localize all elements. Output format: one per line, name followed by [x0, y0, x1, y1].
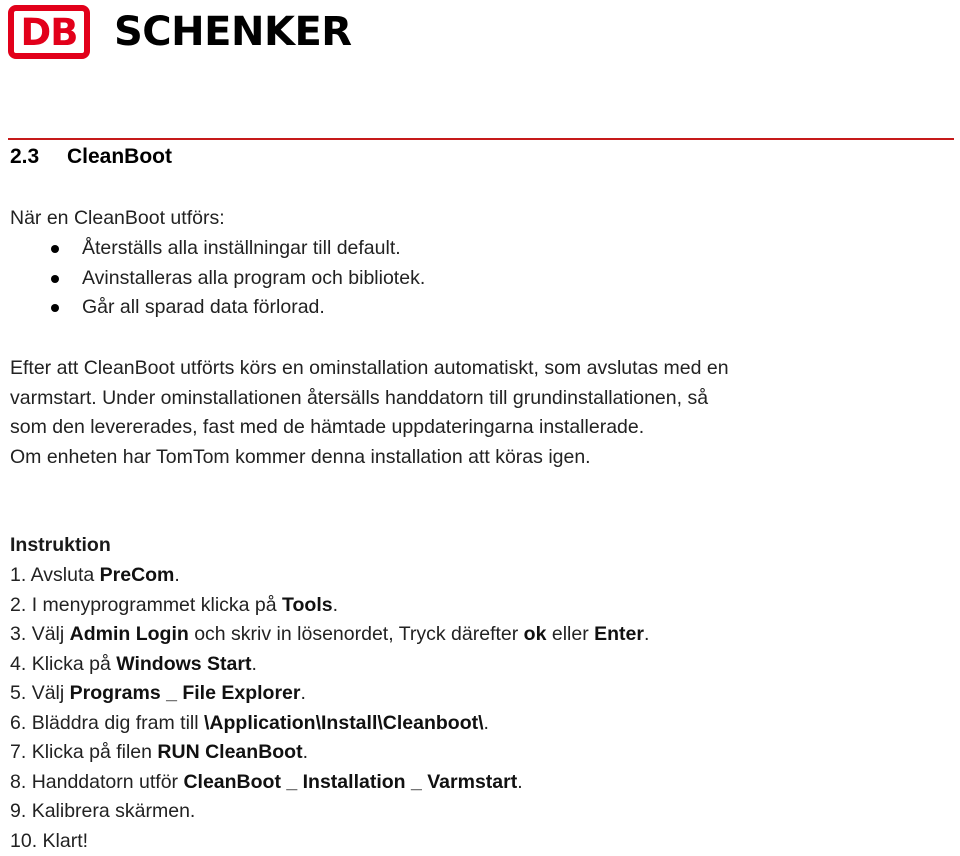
step-text: Klicka på: [32, 653, 117, 675]
bullet-item: [0, 293, 425, 323]
instruction-step: [10, 561, 649, 591]
section-title: CleanBoot: [67, 145, 172, 168]
bullet-text: Återställs alla inställningar till default.: [82, 237, 401, 259]
instruction-step: [10, 620, 649, 650]
step-text: Handdatorn utför: [32, 771, 184, 793]
step-keyword: Admin Login: [70, 623, 189, 645]
instruction-step: [10, 827, 649, 856]
bullet-text: Går all sparad data förlorad.: [82, 296, 325, 318]
step-text: .: [484, 712, 489, 734]
step-number: 7.: [10, 741, 32, 763]
paragraph-line: Efter att CleanBoot utförts körs en ominstallation automatiskt, som avslutas med en: [10, 354, 940, 384]
step-text: eller: [546, 623, 594, 645]
bullet-icon: [51, 304, 59, 312]
step-number: 9.: [10, 800, 32, 822]
paragraph-line: som den levererades, fast med de hämtade uppdateringarna installerade.: [10, 413, 940, 443]
bullet-list: [0, 234, 425, 323]
step-text: .: [174, 564, 179, 586]
db-schenker-logo: [8, 2, 352, 62]
instruction-step: [10, 650, 649, 680]
bullet-icon: [51, 275, 59, 283]
instruction-steps: [10, 561, 649, 856]
instructions-title: Instruktion: [10, 531, 111, 561]
step-text: .: [303, 741, 308, 763]
step-text: I menyprogrammet klicka på: [32, 594, 282, 616]
step-number: 2.: [10, 594, 32, 616]
step-text: .: [517, 771, 522, 793]
step-keyword: Tools: [282, 594, 333, 616]
instruction-step: [10, 797, 649, 827]
step-text: Välj: [32, 623, 70, 645]
description-paragraph: [10, 354, 940, 472]
step-keyword: Enter: [594, 623, 644, 645]
step-keyword: PreCom: [100, 564, 175, 586]
step-number: 1.: [10, 564, 31, 586]
step-text: .: [333, 594, 338, 616]
step-text: .: [251, 653, 256, 675]
instruction-step: [10, 709, 649, 739]
step-text: Kalibrera skärmen.: [32, 800, 196, 822]
step-keyword: Programs _ File Explorer: [70, 682, 301, 704]
step-number: 5.: [10, 682, 32, 704]
step-number: 8.: [10, 771, 32, 793]
bullet-text: Avinstalleras alla program och bibliotek.: [82, 267, 425, 289]
step-keyword: ok: [524, 623, 547, 645]
db-logo-mark: DB: [8, 5, 90, 59]
bullet-item: [0, 234, 425, 264]
step-text: Bläddra dig fram till: [32, 712, 204, 734]
schenker-wordmark: SCHENKER: [114, 12, 352, 52]
header-divider: [8, 138, 954, 140]
paragraph-line: varmstart. Under ominstallationen återsälls handdatorn till grundinstallationen, så: [10, 384, 940, 414]
instruction-step: [10, 738, 649, 768]
paragraph-line: Om enheten har TomTom kommer denna installation att köras igen.: [10, 443, 940, 473]
bullet-item: [0, 264, 425, 294]
step-text: Välj: [32, 682, 70, 704]
step-keyword: Windows Start: [116, 653, 251, 675]
bullet-icon: [51, 245, 59, 253]
step-number: 10.: [10, 830, 43, 852]
step-number: 4.: [10, 653, 32, 675]
step-text: .: [300, 682, 305, 704]
step-text: och skriv in lösenordet, Tryck därefter: [189, 623, 524, 645]
step-text: .: [644, 623, 649, 645]
section-number: 2.3: [10, 144, 67, 170]
step-text: Avsluta: [31, 564, 100, 586]
instruction-step: [10, 679, 649, 709]
instruction-step: [10, 768, 649, 798]
step-number: 3.: [10, 623, 32, 645]
section-heading: [10, 144, 172, 170]
step-text: Klart!: [43, 830, 89, 852]
step-keyword: RUN CleanBoot: [157, 741, 302, 763]
step-keyword: \Application\Install\Cleanboot\: [204, 712, 484, 734]
instruction-step: [10, 591, 649, 621]
step-keyword: CleanBoot _ Installation _ Varmstart: [183, 771, 517, 793]
step-number: 6.: [10, 712, 32, 734]
intro-text: När en CleanBoot utförs:: [10, 204, 225, 234]
step-text: Klicka på filen: [32, 741, 158, 763]
